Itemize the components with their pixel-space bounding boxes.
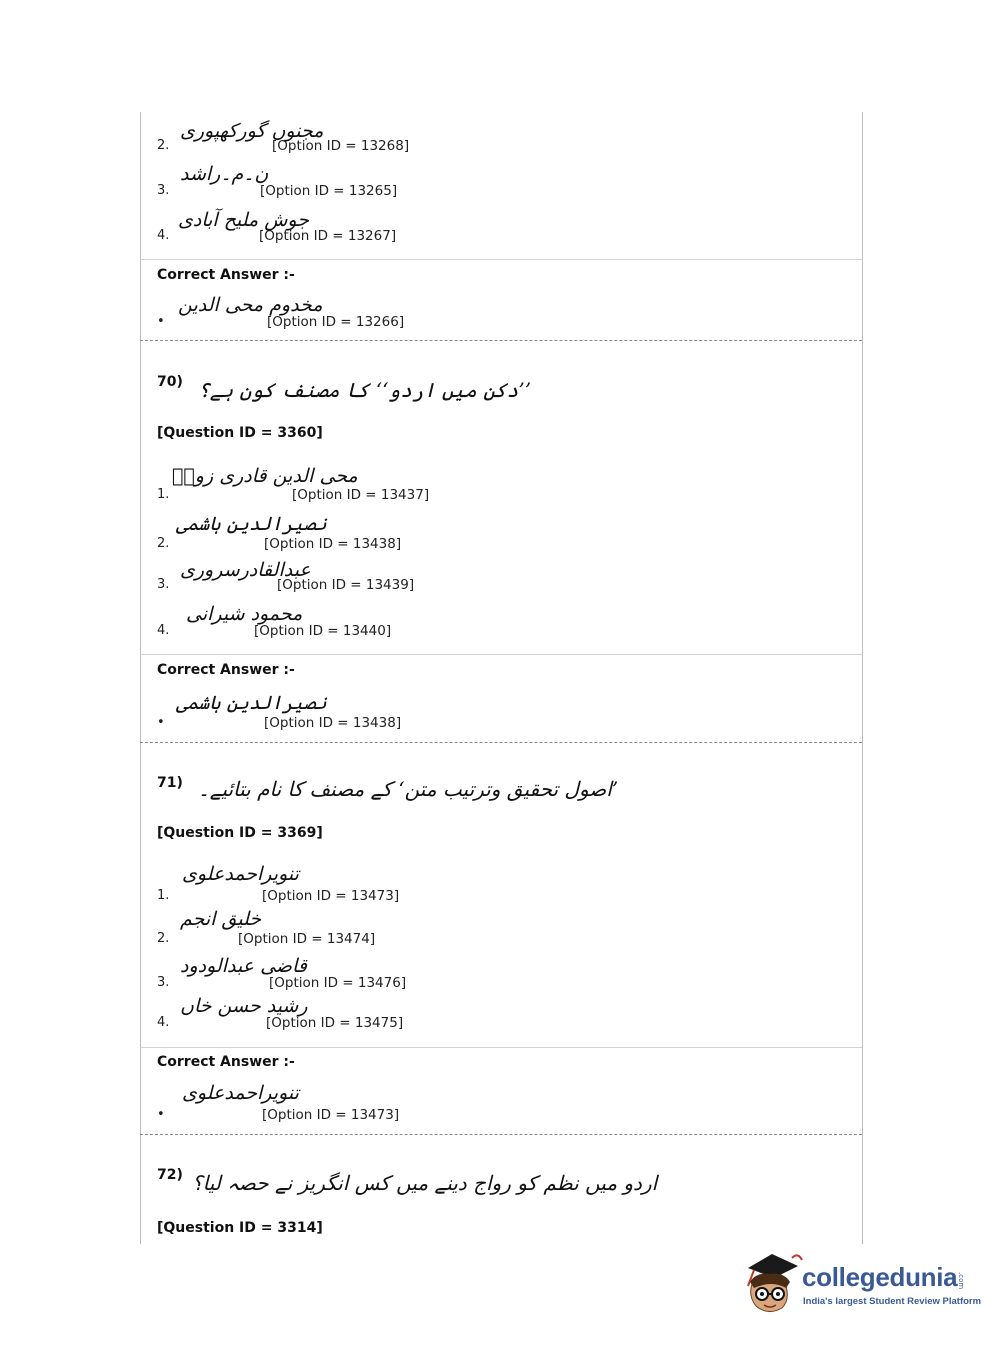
answer-bullet: • <box>157 314 165 329</box>
option-id: [Option ID = 13265] <box>260 183 398 199</box>
option-id: [Option ID = 13439] <box>277 577 415 593</box>
answer-urdu-text: مخدوم محی الدین <box>178 294 323 316</box>
divider <box>140 654 862 655</box>
option-number: 3. <box>157 183 170 198</box>
option-urdu-text: رشید حسن خاں <box>180 995 308 1017</box>
option-urdu-text: خلیق انجم <box>180 908 262 930</box>
option-urdu-text: مجنوں گورکھپوری <box>180 120 324 142</box>
question-text: ’اصول تحقیق وترتیب متن‘ کے مصنف کا نام بتائیے۔ <box>198 777 619 801</box>
option-number: 2. <box>157 536 170 551</box>
question-separator <box>140 742 862 743</box>
brand-dotcom: .com <box>957 1272 965 1290</box>
option-urdu-text: محی الدین قادری زورؔ <box>172 465 358 487</box>
answer-option-id: [Option ID = 13473] <box>262 1107 400 1123</box>
answer-bullet: • <box>157 1107 165 1122</box>
option-id: [Option ID = 13268] <box>272 138 410 154</box>
option-urdu-text: قاضی عبدالودود <box>180 955 307 977</box>
answer-bullet: • <box>157 715 165 730</box>
brand-tagline: India's largest Student Review Platform <box>803 1296 982 1307</box>
option-id: [Option ID = 13438] <box>264 536 402 552</box>
question-separator <box>140 1134 862 1135</box>
question-id: [Question ID = 3360] <box>157 425 323 441</box>
correct-answer-label: Correct Answer :- <box>157 267 295 283</box>
question-text: ’’دکن میں اردو‘‘ کا مصنف کون ہے؟ <box>198 378 532 402</box>
option-urdu-text: محمود شیرانی <box>186 603 303 625</box>
brand-name: collegedunia <box>802 1262 958 1292</box>
option-id: [Option ID = 13476] <box>269 975 407 991</box>
answer-option-id: [Option ID = 13438] <box>264 715 402 731</box>
answer-urdu-text: تنویراحمدعلوی <box>182 1082 299 1104</box>
mascot-face-icon <box>750 1274 790 1312</box>
option-number: 4. <box>157 623 170 638</box>
question-separator <box>140 340 862 341</box>
option-urdu-text: نصیرالدین ہاشمی <box>176 513 327 535</box>
option-number: 2. <box>157 138 170 153</box>
divider <box>140 1047 862 1048</box>
option-urdu-text: تنویراحمدعلوی <box>182 863 299 885</box>
option-number: 3. <box>157 577 170 592</box>
option-urdu-text: جوش ملیح آبادی <box>178 209 309 231</box>
question-text: اردو میں نظم کو رواج دینے میں کس انگریز نے حصہ لیا؟ <box>192 1171 658 1195</box>
option-id: [Option ID = 13475] <box>266 1015 404 1031</box>
option-id: [Option ID = 13474] <box>238 931 376 947</box>
answer-option-id: [Option ID = 13266] <box>267 314 405 330</box>
option-urdu-text: ن۔م۔راشد <box>180 163 269 185</box>
option-number: 1. <box>157 888 170 903</box>
option-id: [Option ID = 13437] <box>292 487 430 503</box>
option-number: 4. <box>157 228 170 243</box>
question-number: 70) <box>157 374 183 390</box>
question-number: 72) <box>157 1167 183 1183</box>
option-number: 2. <box>157 931 170 946</box>
option-id: [Option ID = 13440] <box>254 623 392 639</box>
correct-answer-label: Correct Answer :- <box>157 662 295 678</box>
divider <box>140 259 862 260</box>
option-number: 4. <box>157 1015 170 1030</box>
question-id: [Question ID = 3314] <box>157 1220 323 1236</box>
question-number: 71) <box>157 775 183 791</box>
option-number: 3. <box>157 975 170 990</box>
answer-urdu-text: نصیرالدین ہاشمی <box>176 692 327 714</box>
option-urdu-text: عبدالقادرسروری <box>180 559 311 581</box>
option-id: [Option ID = 13473] <box>262 888 400 904</box>
correct-answer-label: Correct Answer :- <box>157 1054 295 1070</box>
option-number: 1. <box>157 487 170 502</box>
option-id: [Option ID = 13267] <box>259 228 397 244</box>
question-id: [Question ID = 3369] <box>157 825 323 841</box>
